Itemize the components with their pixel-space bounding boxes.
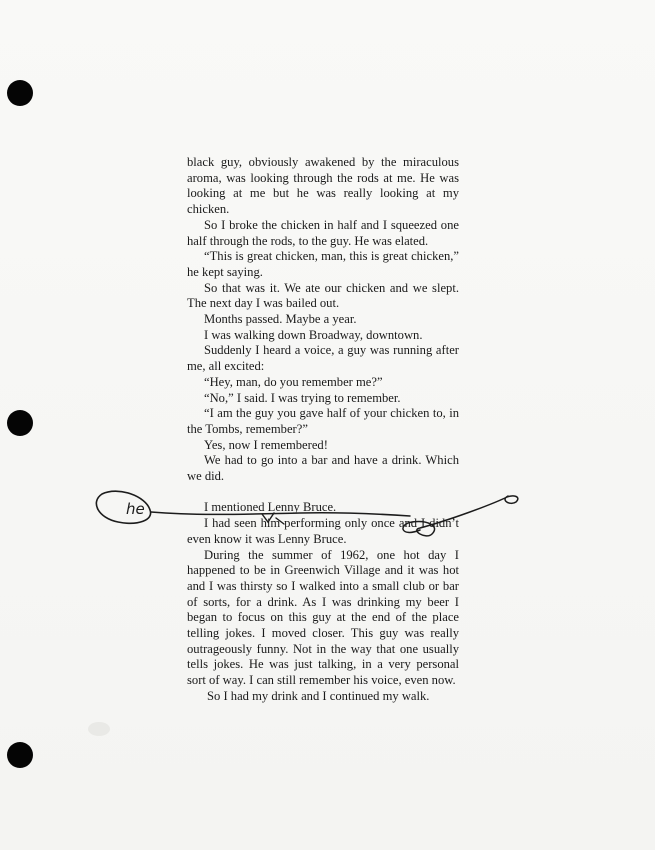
paragraph: “This is great chicken, man, this is great chicken,” he kept saying. [187,249,459,279]
body-text [187,155,459,705]
paragraph: “No,” I said. I was trying to remember. [204,390,401,405]
paragraph: I had seen him performing only once and I didn’t even know it was Lenny Bruce. [187,516,459,546]
binder-hole-middle [7,410,33,436]
paragraph: Months passed. Maybe a year. [204,312,357,327]
paragraph: I mentioned Lenny Bruce. [204,500,337,515]
paragraph: So I had my drink and I continued my walk. [207,688,430,703]
paragraph: “I am the guy you gave half of your chicken to, in the Tombs, remember?” [187,406,459,436]
annotation-word: he [126,500,145,518]
paragraph: During the summer of 1962, one hot day I happened to be in Greenwich Village and it was hot and I was thirsty so I walked into a small club or bar of sorts, for a drink. As I was drinking my beer I began to focus on this guy at the end of the place telling jokes. I moved closer. This guy was really outrageously funny. Not in the way that one usually tells jokes. He was just talking, in a very personal sort of way. I can still remember his voice, even now. [187,547,459,688]
paragraph: I was walking down Broadway, downtown. [204,327,423,342]
annotation-circle [96,491,150,523]
paragraph: Suddenly I heard a voice, a guy was running after me, all excited: [187,343,459,374]
paragraph: Yes, now I remembered! [204,437,328,452]
paragraph: “Hey, man, do you remember me?” [204,374,383,389]
paragraph: We had to go into a bar and have a drink. Which we did. [187,453,459,484]
binder-hole-top [7,80,33,106]
paragraph: So I broke the chicken in half and I squeezed one half through the rods, to the guy. He was elated. [187,217,459,248]
binder-hole-bottom [7,742,33,768]
paper-smudge [88,722,110,736]
paragraph: So that was it. We ate our chicken and we slept. The next day I was bailed out. [187,280,459,311]
paragraph: black guy, obviously awakened by the miraculous aroma, was looking through the rods at me. He was looking at me but he was really looking at my chicken. [187,155,459,217]
